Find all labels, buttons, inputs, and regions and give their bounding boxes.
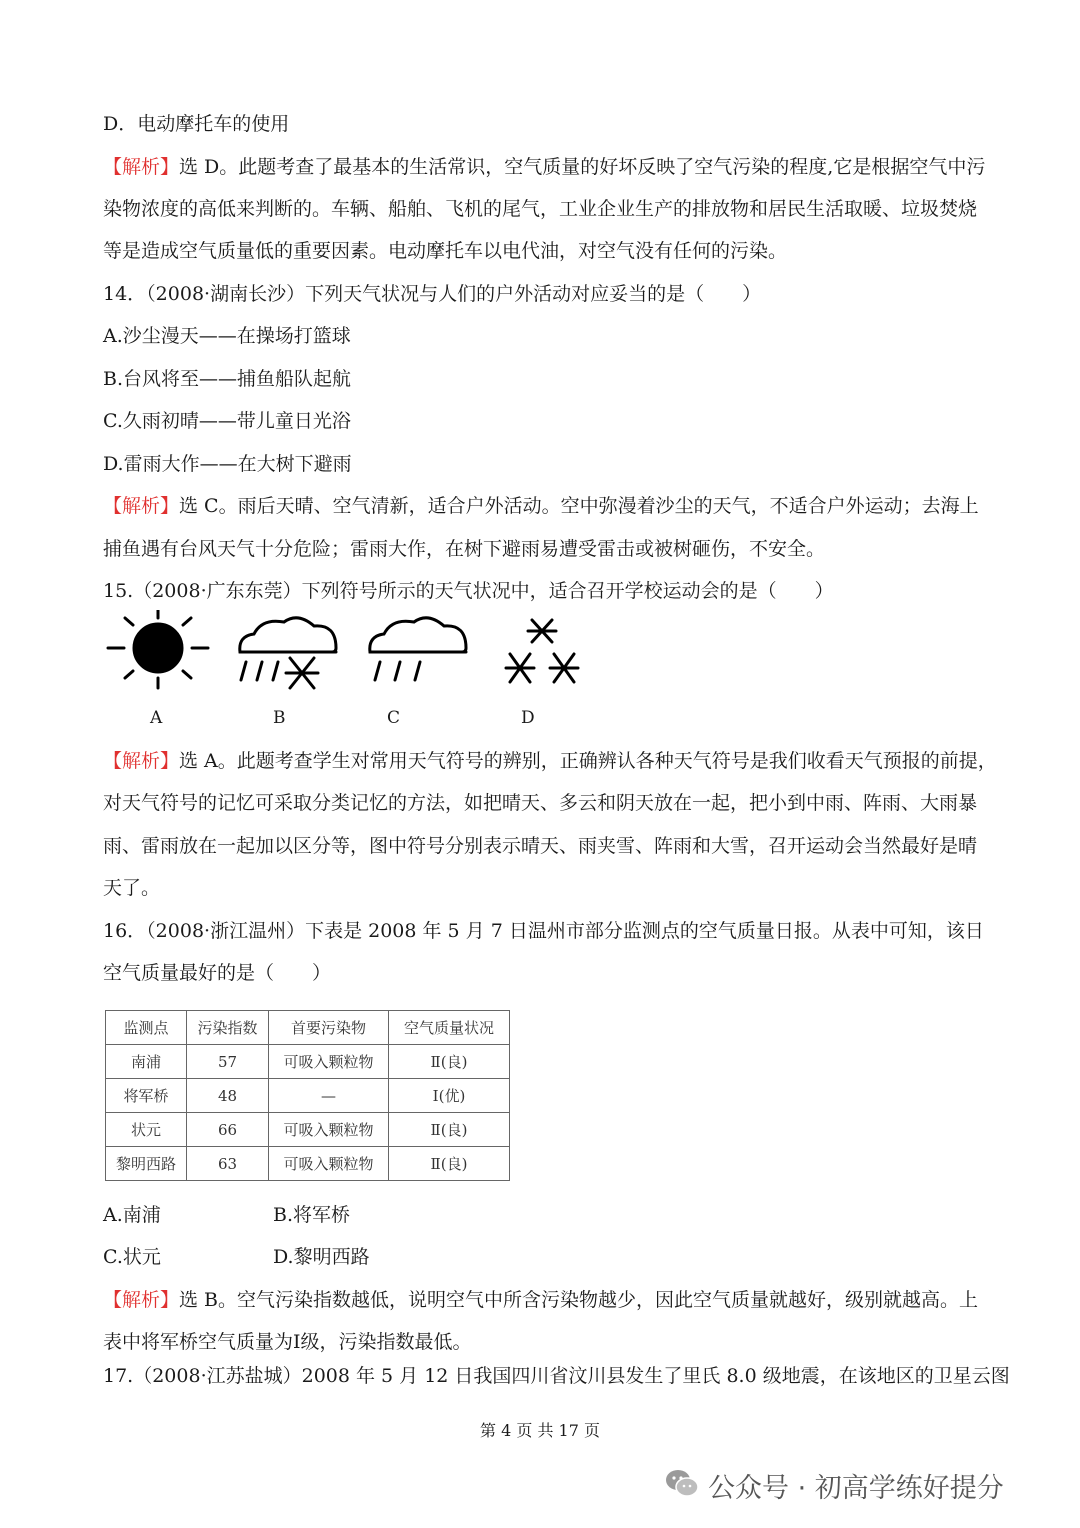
q14-option-a: A.沙尘漫天——在操场打篮球 — [103, 325, 351, 347]
table-cell: 可吸入颗粒物 — [269, 1045, 389, 1079]
q13-analysis-line-3: 等是造成空气质量低的重要因素。电动摩托车以电代油，对空气没有任何的污染。 — [103, 240, 788, 262]
q15-stem: 15.（2008·广东东莞）下列符号所示的天气状况中，适合召开学校运动会的是（ ） — [103, 580, 834, 602]
q15-analysis-line-3: 雨、雷雨放在一起加以区分等，图中符号分别表示晴天、雨夹雪、阵雨和大雪，召开运动会当然最好是晴 — [103, 835, 978, 857]
q16-option-a: A.南浦 — [103, 1204, 161, 1226]
wechat-icon — [664, 1468, 700, 1498]
table-row — [106, 1147, 510, 1181]
analysis-tag: 【解析】 — [103, 1289, 180, 1311]
page-footer: 第 4 页 共 17 页 — [480, 1421, 600, 1440]
table-header: 污染指数 — [187, 1011, 269, 1045]
q16-option-d: D.黎明西路 — [273, 1246, 370, 1268]
table-row — [106, 1113, 510, 1147]
table-cell: Ⅱ(良) — [389, 1113, 510, 1147]
table-cell: 黎明西路 — [106, 1147, 187, 1181]
analysis-tag: 【解析】 — [103, 750, 180, 772]
q16-option-c: C.状元 — [103, 1246, 161, 1268]
q14-analysis-line-2: 捕鱼遇有台风天气十分危险；雷雨大作，在树下避雨易遭受雷击或被树砸伤，不安全。 — [103, 538, 826, 560]
q16-stem-line-2: 空气质量最好的是（ ） — [103, 962, 332, 984]
q14-option-b: B.台风将至——捕鱼船队起航 — [103, 368, 352, 390]
table-header-row — [106, 1011, 510, 1045]
q13-analysis-line-2: 染物浓度的高低来判断的。车辆、船舶、飞机的尾气，工业企业生产的排放物和居民生活取暖、垃圾焚烧 — [103, 198, 978, 220]
table-header: 首要污染物 — [269, 1011, 389, 1045]
q16-analysis-line-2: 表中将军桥空气质量为Ⅰ级，污染指数最低。 — [103, 1331, 472, 1353]
table-cell: 状元 — [106, 1113, 187, 1147]
table-cell: — — [269, 1079, 389, 1113]
analysis-tag: 【解析】 — [103, 156, 180, 178]
snow-icon — [506, 620, 578, 682]
sleet-icon — [240, 618, 336, 688]
q15-analysis-line-1: 【解析】选 A。此题考查学生对常用天气符号的辨别，正确辨认各种天气符号是我们收看天气预报的前提， — [103, 750, 997, 772]
air-quality-table — [105, 1010, 510, 1181]
q14-stem: 14．（2008·湖南长沙）下列天气状况与人们的户外活动对应妥当的是（ ） — [103, 283, 762, 305]
symbol-label-a: A — [150, 708, 163, 728]
table-cell: 48 — [187, 1079, 269, 1113]
q13-analysis-line-1: 【解析】选 D。此题考查了最基本的生活常识，空气质量的好坏反映了空气污染的程度,它是根据空气中污 — [103, 156, 986, 178]
table-cell: 63 — [187, 1147, 269, 1181]
weather-symbols — [100, 610, 600, 700]
q15-analysis-line-4: 天了。 — [103, 877, 161, 899]
sun-icon — [108, 610, 208, 688]
rain-icon — [370, 618, 466, 680]
analysis-tag: 【解析】 — [103, 495, 180, 517]
table-cell: 将军桥 — [106, 1079, 187, 1113]
q14-option-c: C.久雨初晴——带儿童日光浴 — [103, 410, 351, 432]
symbol-label-d: D — [521, 708, 535, 728]
q14-analysis-line-1: 【解析】选 C。雨后天晴、空气清新，适合户外活动。空中弥漫着沙尘的天气，不适合户外运动；去海上 — [103, 495, 979, 517]
table-cell: 可吸入颗粒物 — [269, 1147, 389, 1181]
table-cell: Ⅰ(优) — [389, 1079, 510, 1113]
table-row — [106, 1079, 510, 1113]
q16-stem-line-1: 16．（2008·浙江温州）下表是 2008 年 5 月 7 日温州市部分监测点的空气质量日报。从表中可知，该日 — [103, 920, 984, 942]
watermark-text: 公众号 · 初高学练好提分 — [708, 1473, 1004, 1504]
table-cell: Ⅱ(良) — [389, 1147, 510, 1181]
q13-option-d: D．电动摩托车的使用 — [103, 113, 290, 135]
q17-stem-line-1: 17.（2008·江苏盐城）2008 年 5 月 12 日我国四川省汶川县发生了里氏 8.0 级地震，在该地区的卫星云图 — [103, 1365, 1010, 1387]
table-cell: 66 — [187, 1113, 269, 1147]
table-cell: 57 — [187, 1045, 269, 1079]
table-cell: 可吸入颗粒物 — [269, 1113, 389, 1147]
table-cell: 南浦 — [106, 1045, 187, 1079]
table-cell: Ⅱ(良) — [389, 1045, 510, 1079]
table-header: 监测点 — [106, 1011, 187, 1045]
table-row — [106, 1045, 510, 1079]
table-header: 空气质量状况 — [389, 1011, 510, 1045]
q15-analysis-line-2: 对天气符号的记忆可采取分类记忆的方法，如把晴天、多云和阴天放在一起，把小到中雨、阵雨、大雨暴 — [103, 792, 978, 814]
symbol-label-b: B — [273, 708, 286, 728]
q16-option-b: B.将军桥 — [273, 1204, 351, 1226]
symbol-label-c: C — [387, 708, 401, 728]
q16-analysis-line-1: 【解析】选 B。空气污染指数越低，说明空气中所含污染物越少，因此空气质量就越好，级别就越高。上 — [103, 1289, 979, 1311]
q14-option-d: D.雷雨大作——在大树下避雨 — [103, 453, 352, 475]
